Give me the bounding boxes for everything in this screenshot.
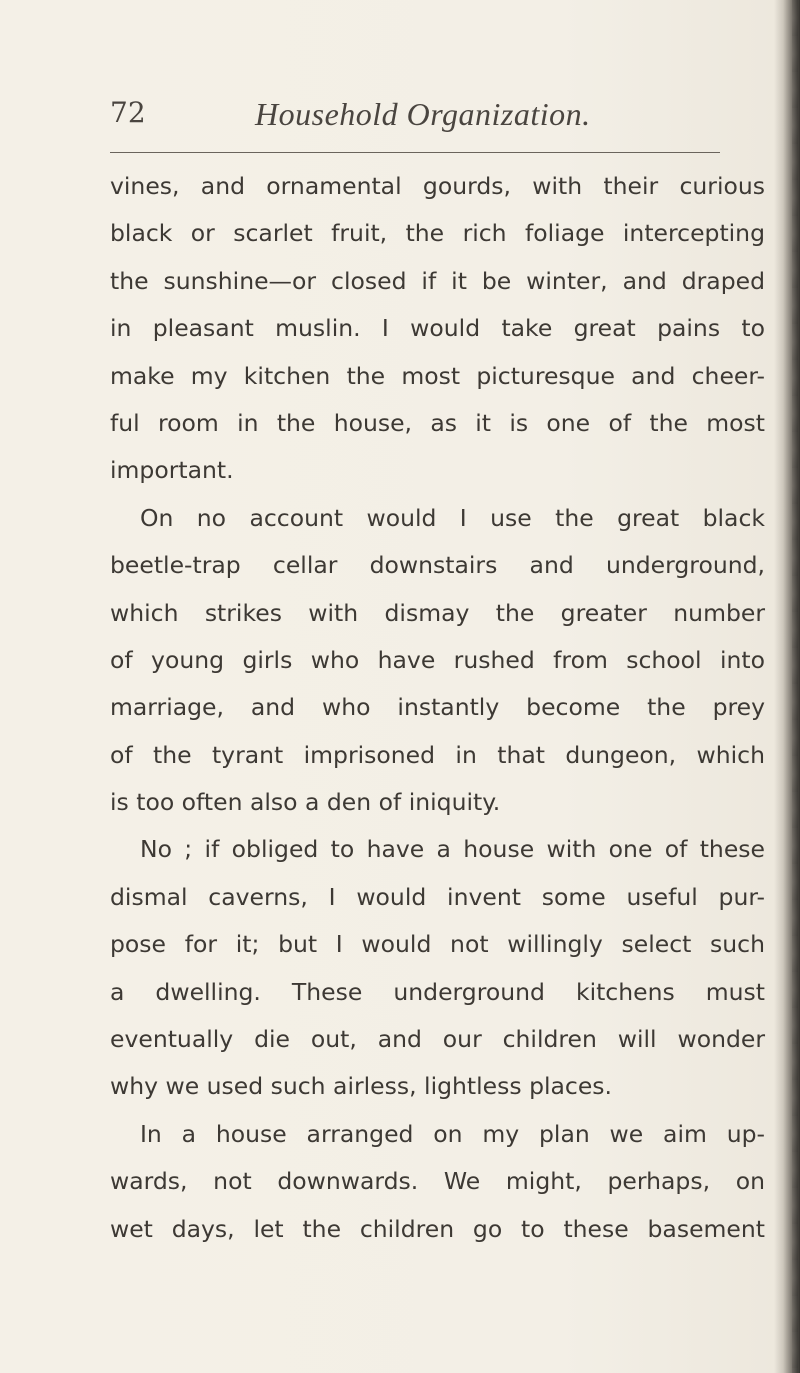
paragraph-start-line: No ; if obliged to have a house with one of these	[140, 835, 765, 864]
text-line: a dwelling. These underground kitchens must	[110, 977, 765, 1006]
text-line: marriage, and who instantly become the prey	[110, 693, 765, 722]
running-title: Household Organization.	[255, 96, 591, 132]
text-line: the sunshine—or closed if it be winter, and draped	[110, 266, 765, 295]
text-line: is too often also a den of iniquity.	[110, 788, 501, 817]
text-line: pose for it; but I would not willingly select such	[110, 930, 765, 959]
text-line: make my kitchen the most picturesque and cheer-	[110, 361, 765, 390]
running-head	[110, 96, 710, 144]
text-line: eventually die out, and our children will wonder	[110, 1025, 765, 1054]
text-line: important.	[110, 456, 234, 485]
page-number: 72	[110, 96, 146, 129]
page-edge-shadow	[774, 0, 800, 1373]
header-rule	[110, 152, 720, 153]
text-line: vines, and ornamental gourds, with their curious	[110, 172, 765, 200]
body-text	[110, 163, 765, 1253]
text-line: which strikes with dismay the greater number	[110, 598, 765, 627]
text-line: ful room in the house, as it is one of the most	[110, 408, 765, 437]
text-line: wards, not downwards. We might, perhaps, on	[110, 1167, 765, 1196]
text-line: black or scarlet fruit, the rich foliage intercepting	[110, 219, 765, 248]
text-line: why we used such airless, lightless places.	[110, 1072, 613, 1101]
text-line: wet days, let the children go to these basement	[110, 1214, 765, 1243]
paragraph-start-line: On no account would I use the great black	[140, 503, 765, 532]
text-line: beetle-trap cellar downstairs and underground,	[110, 551, 765, 580]
text-line: in pleasant muslin. I would take great pains to	[110, 314, 765, 343]
paragraph-start-line: In a house arranged on my plan we aim up-	[140, 1119, 765, 1148]
text-line: of the tyrant imprisoned in that dungeon, which	[110, 740, 765, 769]
text-line: of young girls who have rushed from school into	[110, 645, 765, 674]
text-line: dismal caverns, I would invent some useful pur-	[110, 882, 765, 911]
